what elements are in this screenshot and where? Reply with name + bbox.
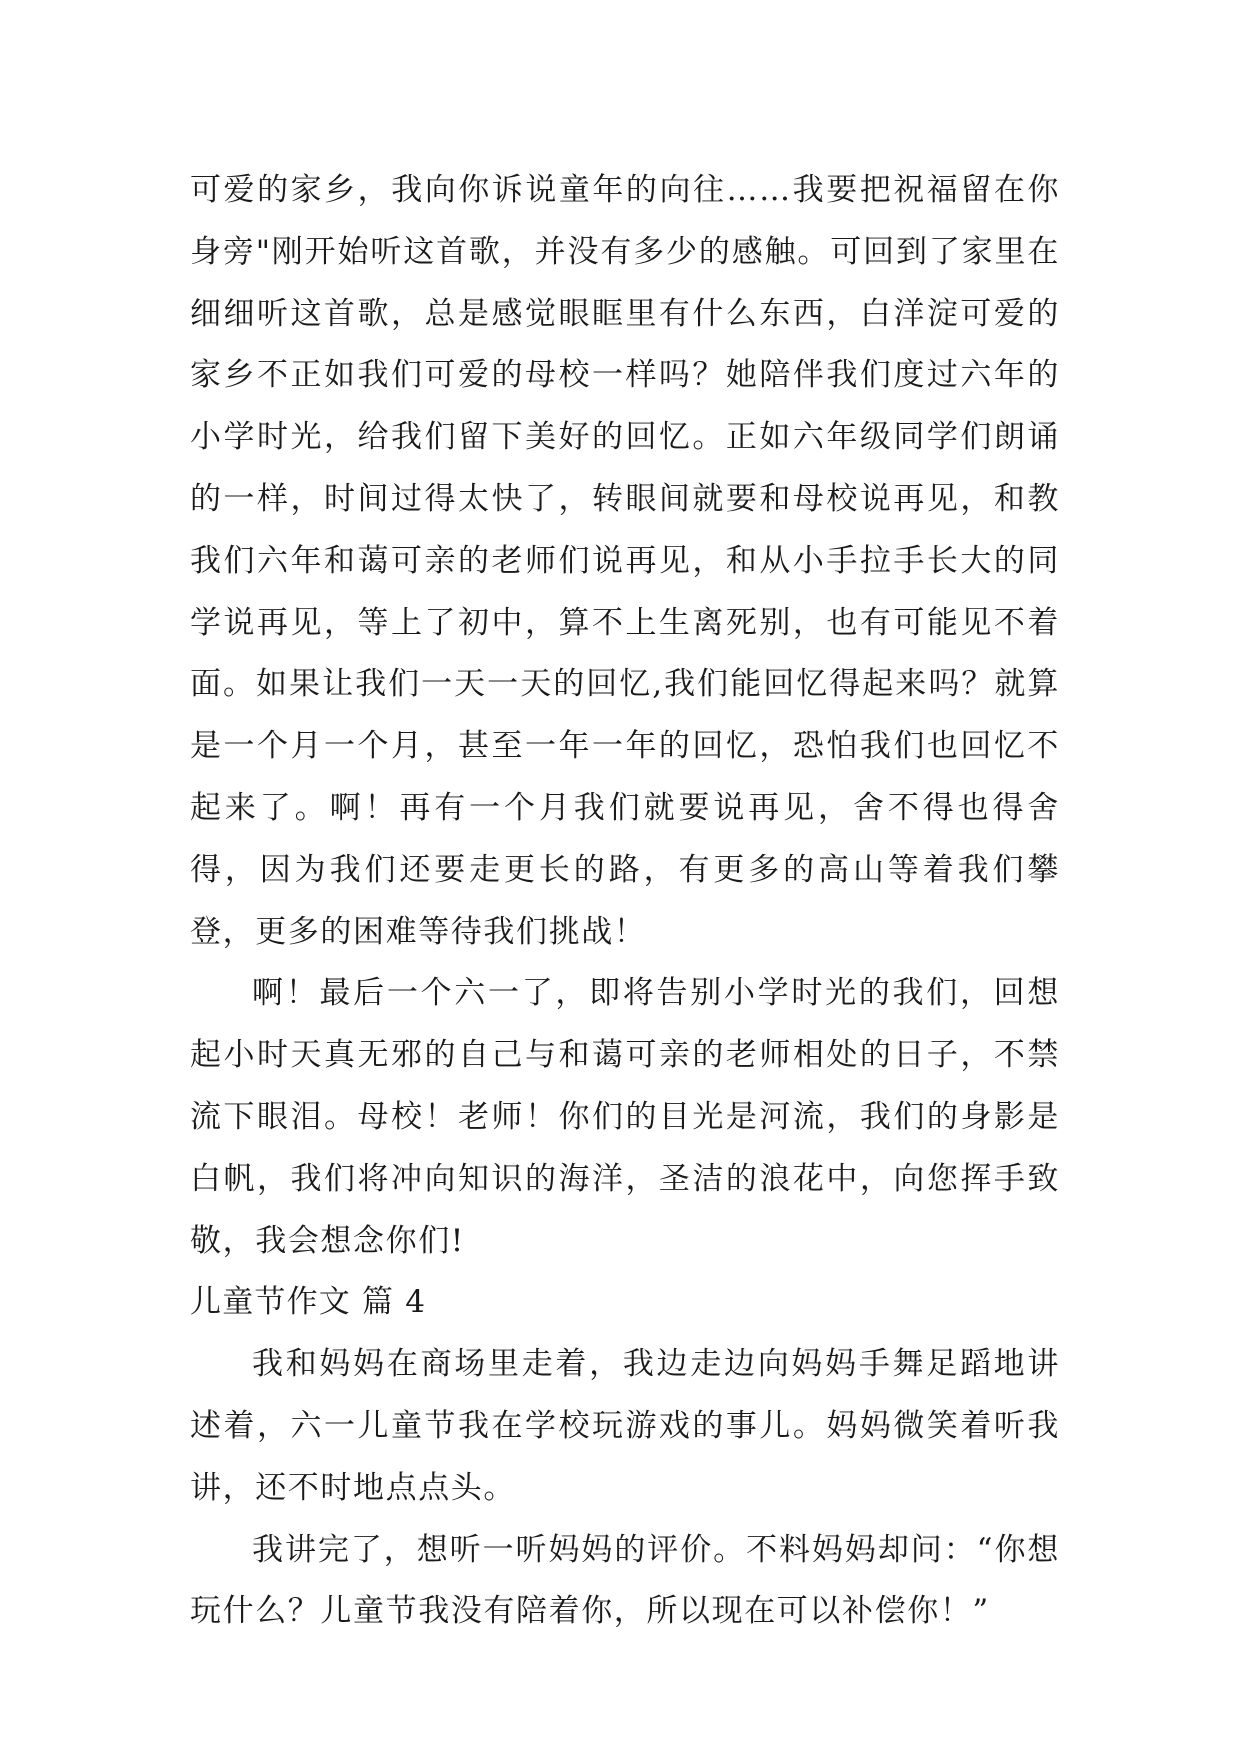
section-heading: 儿童节作文 篇 4 xyxy=(190,1284,427,1321)
paragraph: 啊！最后一个六一了，即将告别小学时光的我们，回想起小时天真无邪的自己与和蔼可亲的老师相处的日子，不禁流下眼泪。母校！老师！你们的目光是河流，我们的身影是白帆，我们将冲向知识的海洋，圣洁的浪花中，向您挥手致敬，我会想念你们! xyxy=(190,975,1060,1259)
paragraph: 我和妈妈在商场里走着，我边走边向妈妈手舞足蹈地讲述着，六一儿童节我在学校玩游戏的事儿。妈妈微笑着听我讲，还不时地点点头。 xyxy=(190,1346,1060,1506)
paragraph: 可爱的家乡，我向你诉说童年的向往……我要把祝福留在你身旁"刚开始听这首歌，并没有多少的感触。可回到了家里在细细听这首歌，总是感觉眼眶里有什么东西，白洋淀可爱的家乡不正如我们可爱的母校一样吗？她陪伴我们度过六年的小学时光，给我们留下美好的回忆。正如六年级同学们朗诵的一样，时间过得太快了，转眼间就要和母校说再见，和教我们六年和蔼可亲的老师们说再见，和从小手拉手长大的同学说再见，等上了初中，算不上生离死别，也有可能见不着面。如果让我们一天一天的回忆,我们能回忆得起来吗？就算是一个月一个月，甚至一年一年的回忆，恐怕我们也回忆不起来了。啊！再有一个月我们就要说再见，舍不得也得舍得，因为我们还要走更长的路，有更多的高山等着我们攀登，更多的困难等待我们挑战！ xyxy=(190,172,1060,950)
document-body xyxy=(190,160,1060,1643)
paragraph: 我讲完了，想听一听妈妈的评价。不料妈妈却问：“你想玩什么？儿童节我没有陪着你，所以现在可以补偿你！” xyxy=(190,1531,1060,1630)
